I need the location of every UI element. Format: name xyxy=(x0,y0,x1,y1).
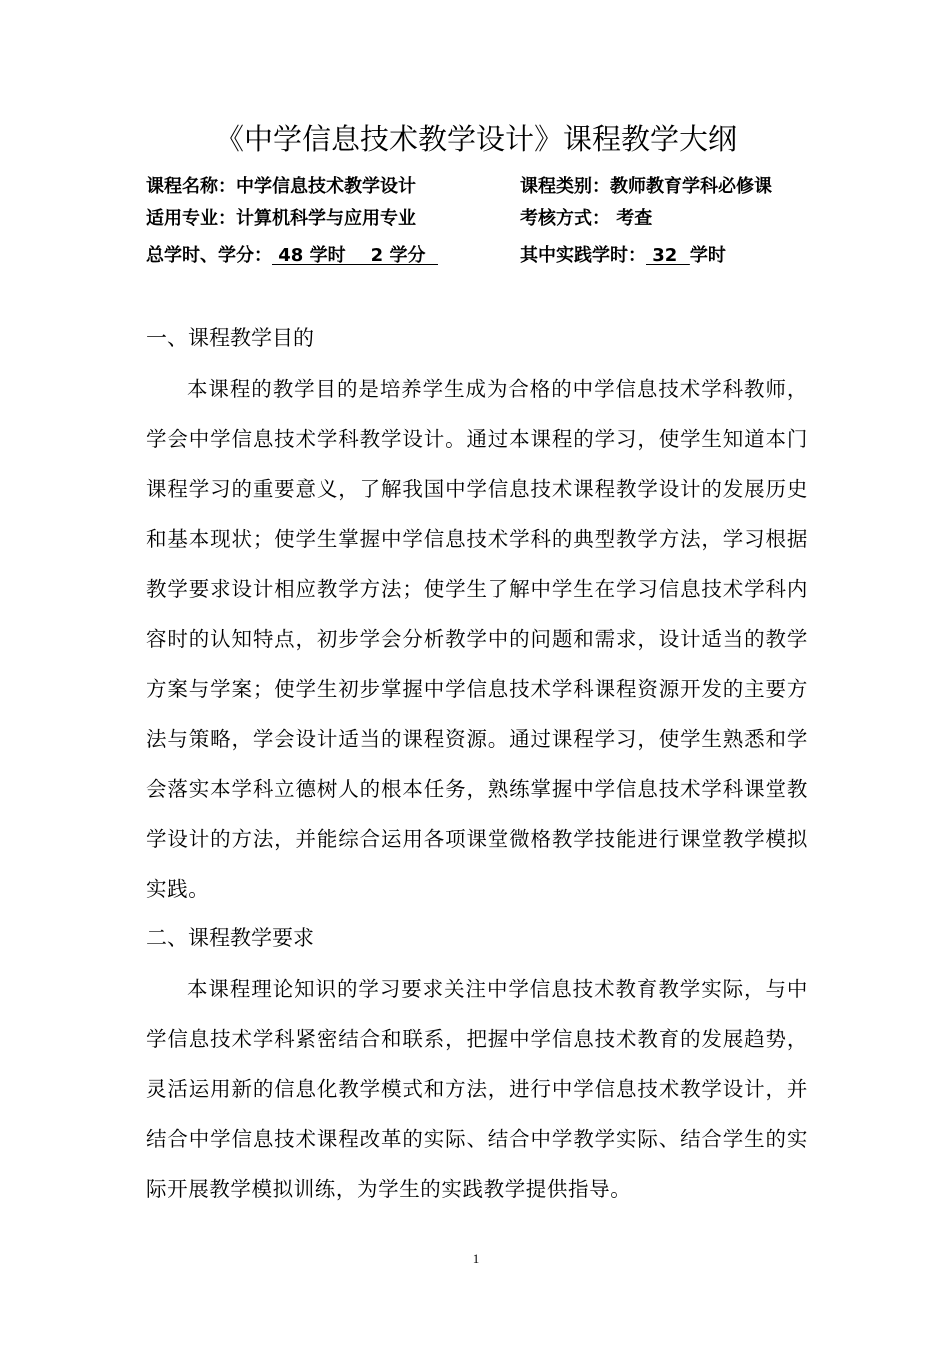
practice-hours-unit: 学时 xyxy=(689,245,726,266)
course-type: 课程类别：教师教育学科必修课 xyxy=(520,176,772,197)
assessment-method: 考核方式： 考查 xyxy=(520,208,653,229)
total-hours-credits xyxy=(146,240,438,272)
page-number: 1 xyxy=(472,1251,480,1266)
section-heading-requirements: 二、课程教学要求 xyxy=(146,926,314,950)
total-hours-label: 总学时、学分： xyxy=(146,245,272,266)
applicable-major: 适用专业：计算机科学与应用专业 xyxy=(146,208,416,229)
section-heading-objectives: 一、课程教学目的 xyxy=(146,326,314,350)
total-hours-value: 48 学时 2 学分 xyxy=(272,245,438,266)
practice-hours-label: 其中实践学时： xyxy=(520,245,646,266)
section-body-objectives: 本课程的教学目的是培养学生成为合格的中学信息技术学科教师，学会中学信息技术学科教学设计。通过本课程的学习，使学生知道本门课程学习的重要意义，了解我国中学信息技术课程教学设计的发展历史和基本现状；使学生掌握中学信息技术学科的典型教学方法，学习根据教学要求设计相应教学方法；使学生了解中学生在学习信息技术学科内容时的认知特点，初步学会分析教学中的问题和需求，设计适当的教学方案与学案；使学生初步掌握中学信息技术学科课程资源开发的主要方法与策略，学会设计适当的课程资源。通过课程学习，使学生熟悉和学会落实本学科立德树人的根本任务，熟练掌握中学信息技术学科课堂教学设计的方法，并能综合运用各项课堂微格教学技能进行课堂教学模拟实践。 xyxy=(146,377,808,901)
practice-hours xyxy=(520,240,726,272)
practice-hours-value: 32 xyxy=(646,245,690,266)
section-body-requirements: 本课程理论知识的学习要求关注中学信息技术教育教学实际，与中学信息技术学科紧密结合和联系，把握中学信息技术教育的发展趋势，灵活运用新的信息化教学模式和方法，进行中学信息技术教学设计，并结合中学信息技术课程改革的实际、结合中学教学实际、结合学生的实际开展教学模拟训练，为学生的实践教学提供指导。 xyxy=(146,977,808,1201)
course-name: 课程名称：中学信息技术教学设计 xyxy=(146,176,416,197)
document-title: 《中学信息技术教学设计》课程教学大纲 xyxy=(214,122,737,156)
